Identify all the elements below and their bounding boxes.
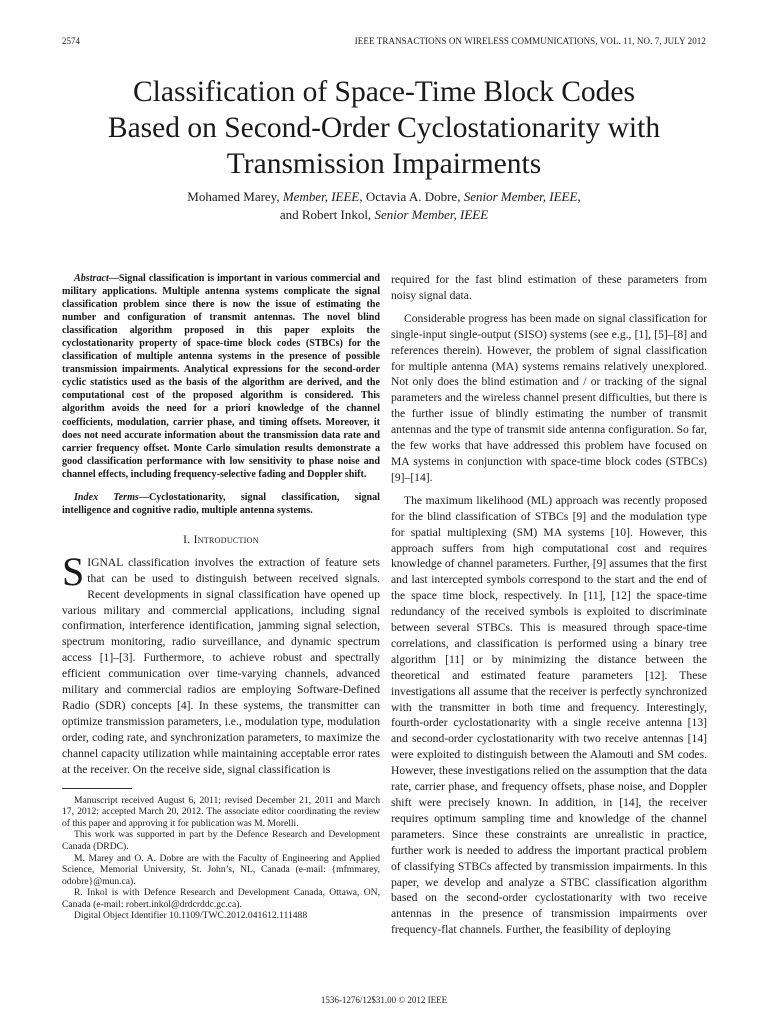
journal-header: IEEE TRANSACTIONS ON WIRELESS COMMUNICATIONS, VOL. 11, NO. 7, JULY 2012: [354, 36, 706, 46]
abstract-label: Abstract: [74, 273, 109, 284]
author-role: Senior Member, IEEE: [374, 207, 489, 222]
page-number: 2574: [62, 36, 80, 46]
author-line-2: [40, 206, 728, 224]
title-line: Classification of Space-Time Block Codes: [133, 76, 635, 108]
title-line: Transmission Impairments: [226, 148, 542, 180]
footnote: M. Marey and O. A. Dobre are with the Faculty of Engineering and Applied Science, Memorial University, St. John’s, NL, Canada (e-mail: {mfmmarey, odobre}@mun.ca).: [62, 852, 380, 887]
section-heading: I. Introduction: [183, 533, 259, 546]
doi-footnote: Digital Object Identifier 10.1109/TWC.2012.041612.111488: [74, 910, 308, 922]
abstract: [62, 272, 380, 481]
right-column: [391, 272, 707, 938]
paper-title: [40, 74, 728, 182]
body-paragraph: The maximum likelihood (ML) approach was recently proposed for the blind classification of STBCs [9] and the modulation type for spatial multiplexing (SM) MA systems [10]. However, this approach suffers from high computational cost and requires knowledge of channel parameters. Further, [9] assumes that the first and last intercepted symbols correspond to the start and the end of the space time block, respectively. In [11], [12] the space-time redundancy of the received symbols is exploited to discriminate between several STBCs. This is measured through space-time correlations, and classification is performed using a binary tree algorithm [11] or by minimizing the distance between the theoretical and estimated feature parameters [12]. These investigations all assume that the receiver is perfectly synchronized with the transmitter in both time and frequency. Interestingly, fourth-order cyclostationarity with a single receive antenna [13] and second-order cyclostationarity with two receive antennas [14] were exploited to distinguish between the Alamouti and SM codes. However, these investigations relied on the assumption that the data rate, carrier phase, and frequency offsets, phase noise, and Doppler shift were precisely known. In addition, in [14], the receiver requires optimum sampling time and knowledge of the channel parameters. Since these constraints are unrealistic in practice, further work is needed to address the important practical problem of classifying STBCs affected by transmission impairments. In this paper, we develop and analyze a STBC classification algorithm based on the second-order cyclostationarity with two receive antennas in the presence of transmission impairments over frequency-flat channels. Further, the feasibility of deploying: [391, 493, 707, 937]
footnote: Manuscript received August 6, 2011; revised December 21, 2011 and March 17, 2012; accepted March 20, 2012. The associate editor coordinating the review of this paper and approving it for publication was M. Morelli.: [62, 794, 380, 829]
index-terms-label: Index Terms: [74, 491, 139, 503]
title-line: Based on Second-Order Cyclostationarity with: [107, 112, 661, 144]
abstract-text: —Signal classification is important in various commercial and military applications. Multiple antenna systems complicate the signal classification problem since there is now the issue of estimating the number and configuration of transmit antennas. The novel blind classification algorithm proposed in this paper exploits the cyclostationarity property of space-time block codes (STBCs) for the classification of multiple antenna systems in the presence of possible transmission impairments. Analytical expressions for the second-order cyclic statistics used as the basis of the algorithm are derived, and the computational cost of the proposed algorithm is considered. This algorithm avoids the need for a priori knowledge of the channel coefficients, modulation, carrier phase, and timing offsets. Moreover, it does not need accurate information about the transmission data rate and carrier frequency offset. Monte Carlo simulation results demonstrate a good classification performance with low sensitivity to phase noise and channel effects, including frequency-selective fading and Doppler shift.: [62, 273, 380, 480]
body-paragraph: Considerable progress has been made on signal classification for single-input single-output (SISO) systems (see e.g., [1], [5]–[8] and references therein). However, the problem of signal classification for multiple antenna (MA) systems remains relatively unexplored. Not only does the blind estimation and / or tracking of the signal parameters and the wireless channel present difficulties, but there is the further issue of blindly estimating the number of transmit antennas and the type of transmit side antenna configuration. So far, the few works that have addressed this problem have focused on MA systems in conjunction with space-time block codes (STBCs) [9]–[14].: [391, 311, 707, 484]
drop-cap: S: [62, 548, 85, 594]
footnotes: [62, 795, 380, 923]
author-list: [40, 188, 728, 224]
footnote: R. Inkol is with Defence Research and Development Canada, Ottawa, ON, Canada (e-mail: robert.inkol@drdcrddc.gc.ca).: [62, 887, 380, 910]
footnote: This work was supported in part by the Defence Research and Development Canada (DRDC).: [62, 829, 380, 852]
author-role: Member, IEEE: [282, 189, 360, 204]
author-role: Senior Member, IEEE: [463, 189, 578, 204]
index-terms-text: —Cyclostationarity, signal classification, signal intelligence and cognitive radio, multiple antenna systems.: [62, 491, 380, 516]
body-paragraph: required for the fast blind estimation of these parameters from noisy signal data.: [391, 273, 707, 302]
index-terms: [62, 491, 380, 517]
left-column: [62, 272, 380, 922]
footnote-divider: [62, 788, 132, 789]
author-name: and Robert Inkol,: [279, 207, 375, 222]
author-separator: ,: [577, 189, 581, 204]
author-line-1: [40, 188, 728, 206]
intro-text: IGNAL classification involves the extraction of feature sets that can be used to distinguish between received signals. Recent developments in signal classification have opened up various military and commercial applications, including signal confirmation, interference identification, jamming signal selection, spectrum monitoring, radio surveillance, and dynamic spectrum access [1]–[3]. Furthermore, to achieve robust and spectrally efficient communication over time-varying channels, advanced military and commercial radios are employing Software-Defined Radio (SDR) concepts [4]. In these systems, the transmitter can optimize transmission parameters, i.e., modulation type, modulation order, coding rate, and synchronization parameters, to maximize the channel capacity utilization while maintaining acceptable error rates at the receiver. On the receive side, signal classification is: [62, 555, 380, 776]
author-name: , Octavia A. Dobre,: [359, 189, 464, 204]
intro-paragraph: [62, 548, 380, 778]
author-name: Mohamed Marey,: [187, 189, 283, 204]
copyright-footer: 1536-1276/12$31.00 © 2012 IEEE: [320, 995, 448, 1005]
